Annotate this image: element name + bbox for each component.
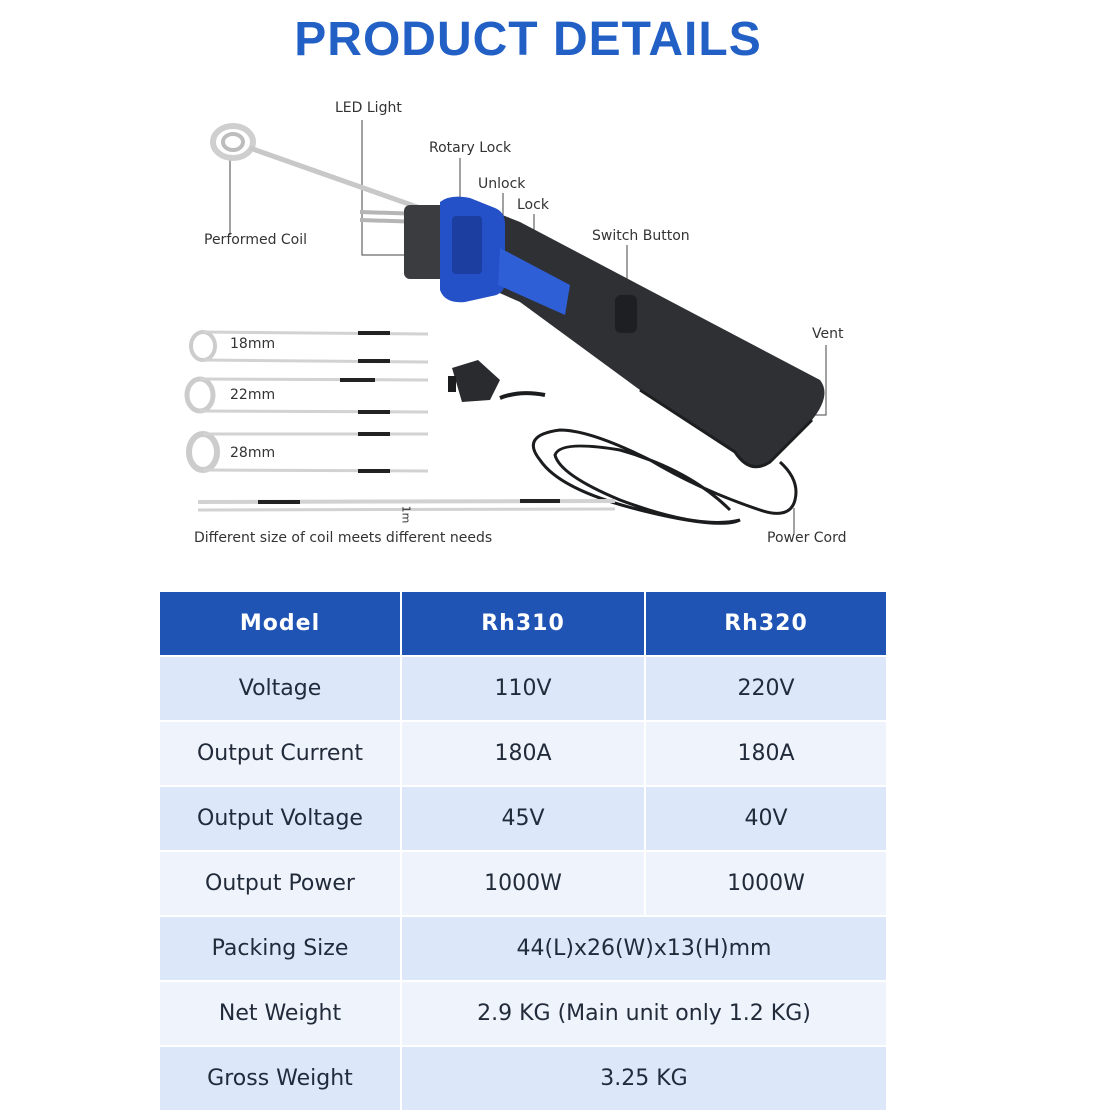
label-unlock: Unlock [478, 176, 526, 192]
row-label: Gross Weight [159, 1046, 401, 1111]
cell-rh310: 45V [401, 786, 645, 851]
cell-rh310: 110V [401, 656, 645, 721]
cell-merged: 2.9 KG (Main unit only 1.2 KG) [401, 981, 887, 1046]
page-title: PRODUCT DETAILS [294, 13, 762, 66]
row-label: Packing Size [159, 916, 401, 981]
header-model: Model [159, 591, 401, 656]
cell-rh320: 180A [645, 721, 887, 786]
table-row [159, 786, 887, 851]
row-label: Net Weight [159, 981, 401, 1046]
label-led-light: LED Light [335, 100, 402, 116]
header-rh310: Rh310 [401, 591, 645, 656]
label-performed-coil: Performed Coil [204, 232, 308, 248]
row-label: Output Voltage [159, 786, 401, 851]
product-diagram [0, 90, 1100, 570]
label-coil-18: 18mm [230, 336, 276, 352]
cell-merged: 44(L)x26(W)x13(H)mm [401, 916, 887, 981]
table-row [159, 916, 887, 981]
header-rh320: Rh320 [645, 591, 887, 656]
label-coil-22: 22mm [230, 387, 276, 403]
label-power-cord: Power Cord [767, 530, 847, 546]
label-length: 1m [399, 505, 413, 524]
table-row [159, 1046, 887, 1111]
product-illustration [0, 90, 1100, 570]
table-row [159, 981, 887, 1046]
table-row [159, 721, 887, 786]
table-row [159, 656, 887, 721]
cell-rh320: 220V [645, 656, 887, 721]
label-lock: Lock [517, 197, 549, 213]
table-header-row [159, 591, 887, 656]
spec-table [158, 590, 888, 1112]
label-rotary-lock: Rotary Lock [429, 140, 512, 156]
cell-rh320: 1000W [645, 851, 887, 916]
label-vent: Vent [812, 326, 844, 342]
cell-rh310: 1000W [401, 851, 645, 916]
label-switch-button: Switch Button [592, 228, 690, 244]
row-label: Output Current [159, 721, 401, 786]
diagram-caption: Different size of coil meets different needs [194, 530, 493, 546]
cell-rh320: 40V [645, 786, 887, 851]
table-row [159, 851, 887, 916]
row-label: Output Power [159, 851, 401, 916]
label-coil-28: 28mm [230, 445, 276, 461]
cell-merged: 3.25 KG [401, 1046, 887, 1111]
cell-rh310: 180A [401, 721, 645, 786]
row-label: Voltage [159, 656, 401, 721]
